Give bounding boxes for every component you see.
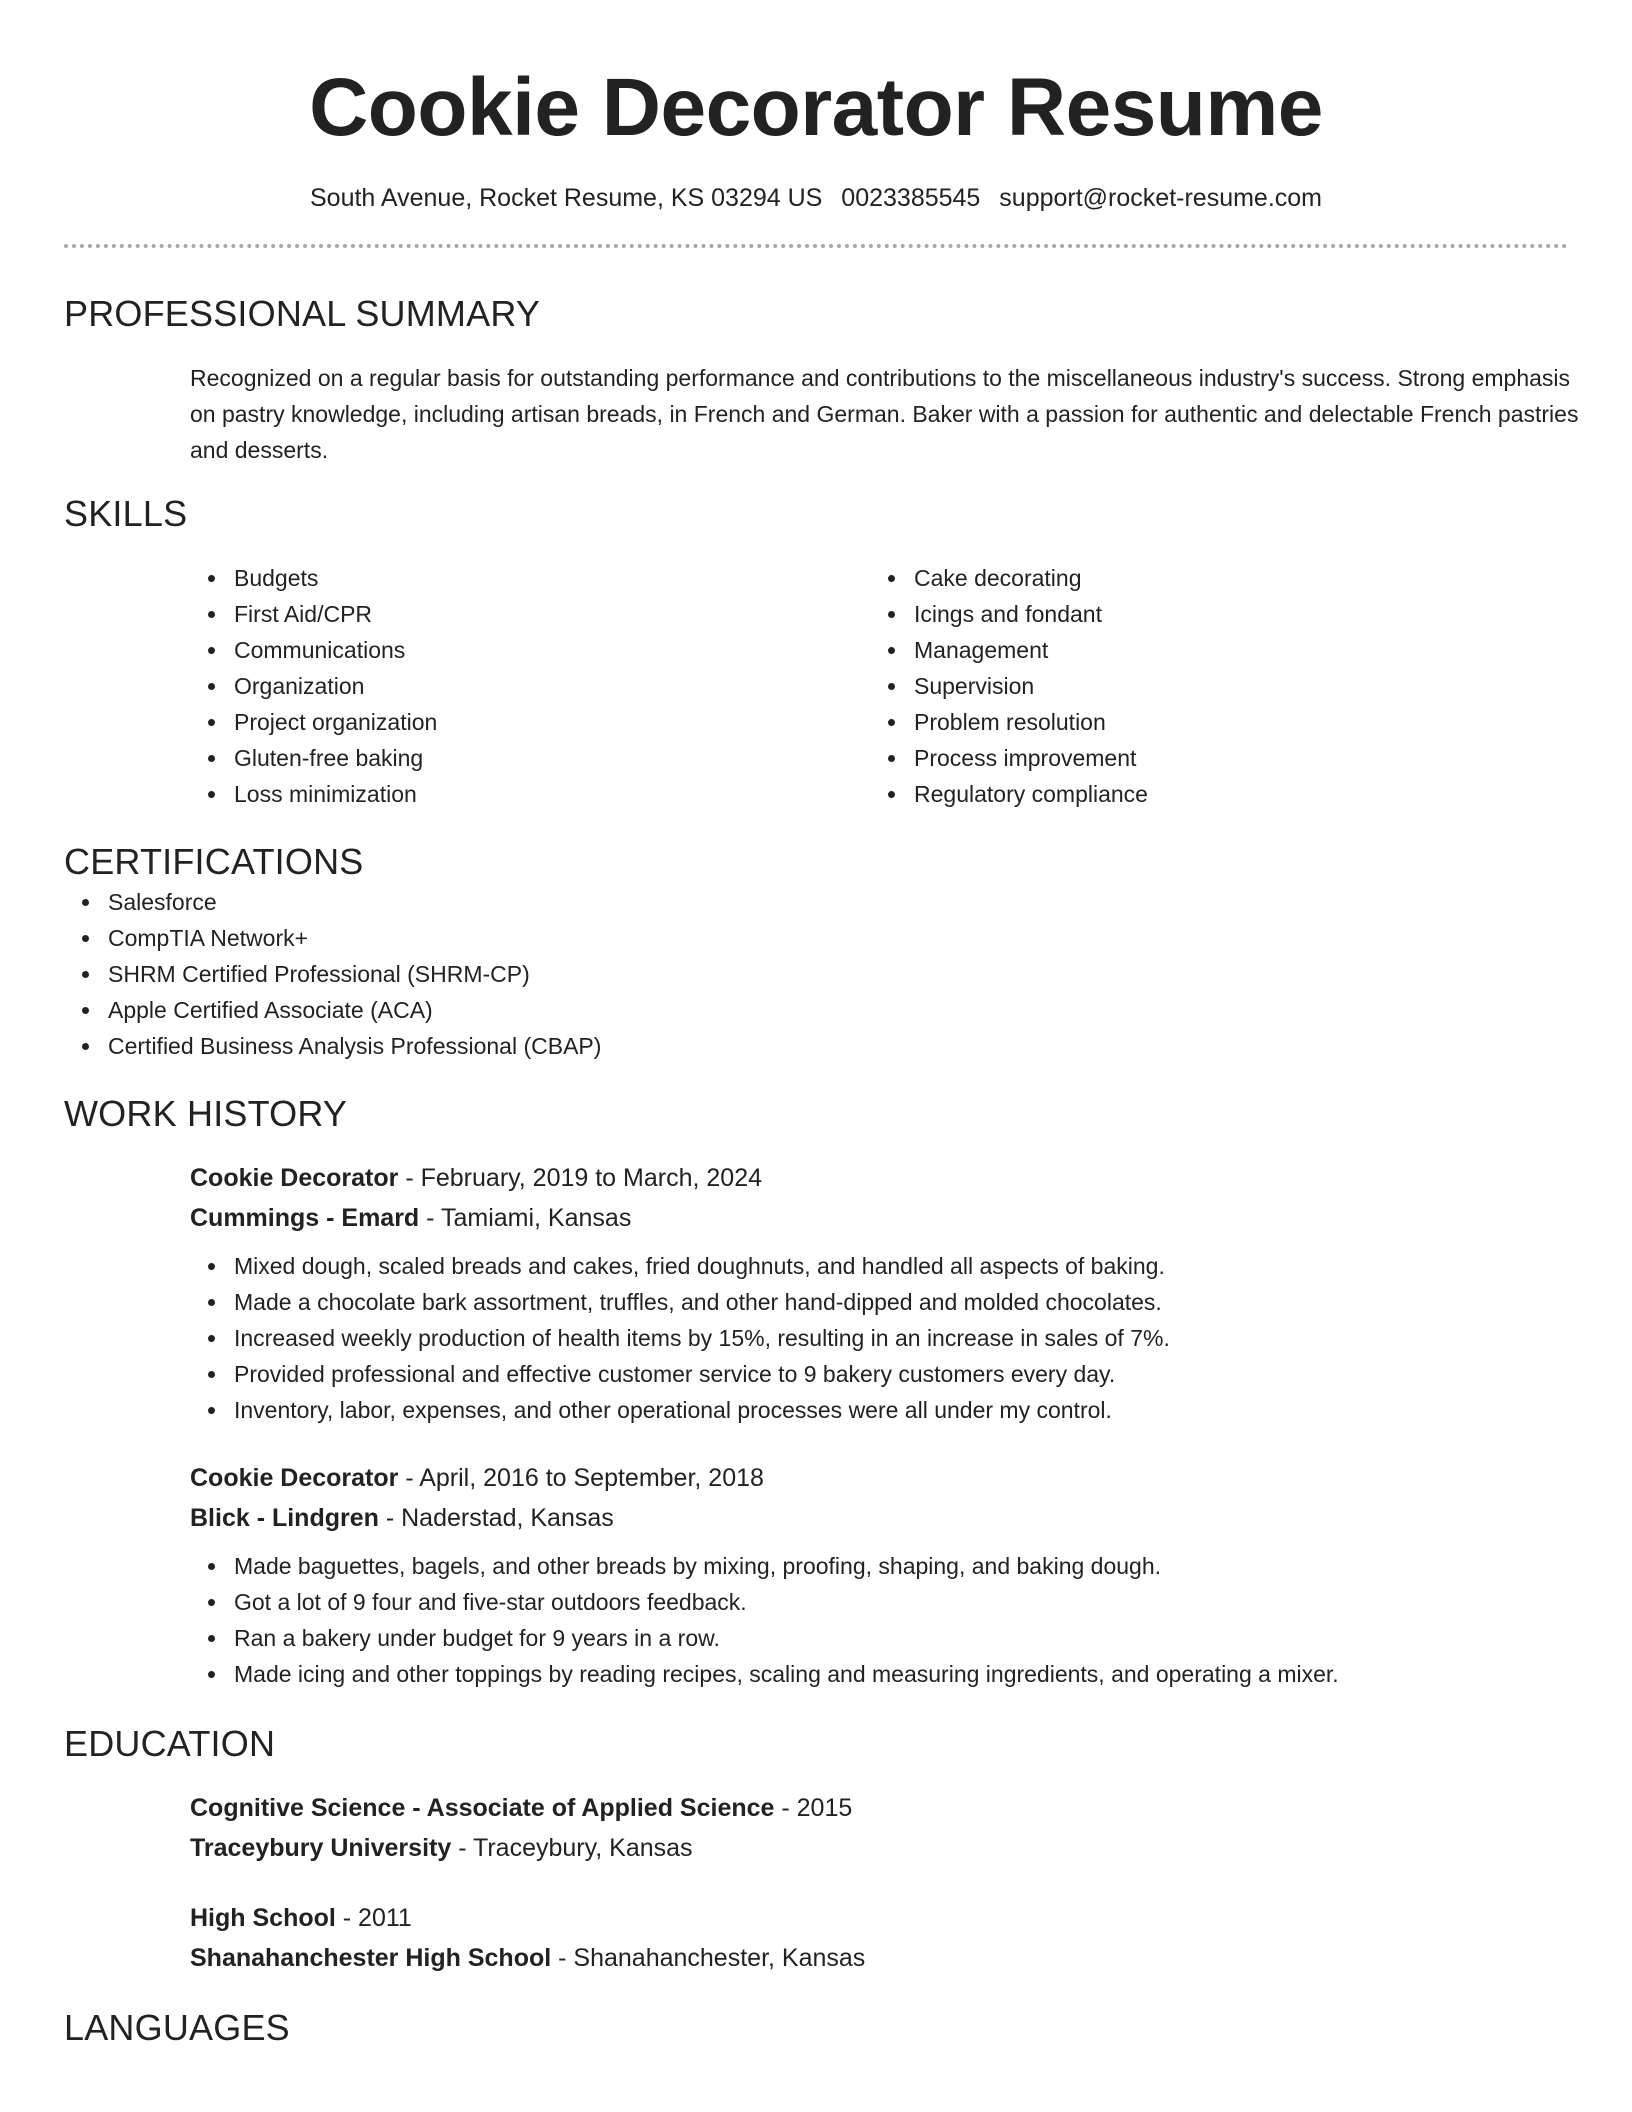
job-location: - Naderstad, Kansas — [378, 1504, 614, 1532]
certification-item: CompTIA Network+ — [64, 920, 1568, 956]
certification-item: Certified Business Analysis Professional (CBAP) — [64, 1028, 1568, 1064]
certification-item: Salesforce — [64, 884, 1568, 920]
skills-grid — [190, 560, 1568, 812]
skills-list-left — [190, 560, 870, 812]
skill-item: Gluten-free baking — [190, 740, 870, 776]
skill-item: Supervision — [870, 668, 1550, 704]
job-bullets — [190, 1248, 1568, 1428]
job-company-line — [190, 1498, 1568, 1538]
skills-list-right — [870, 560, 1550, 812]
skills-heading: SKILLS — [64, 493, 188, 534]
education-year: - 2015 — [774, 1794, 853, 1822]
education-degree: High School — [190, 1904, 336, 1932]
job-bullet: Ran a bakery under budget for 9 years in a row. — [190, 1620, 1568, 1656]
certifications-list — [64, 884, 1568, 1064]
contact-line — [64, 182, 1568, 214]
education-school-line — [190, 1828, 1568, 1868]
education-entry — [190, 1898, 1568, 1978]
certifications-section — [64, 840, 1568, 1064]
skill-item: Cake decorating — [870, 560, 1550, 596]
job-role: Cookie Decorator — [190, 1164, 399, 1192]
education-entry — [190, 1788, 1568, 1868]
job-dates: - February, 2019 to March, 2024 — [398, 1164, 763, 1192]
job-bullet: Made baguettes, bagels, and other breads by mixing, proofing, shaping, and baking dough. — [190, 1548, 1568, 1584]
job-company: Cummings - Emard — [190, 1204, 420, 1232]
summary-heading: PROFESSIONAL SUMMARY — [64, 293, 541, 334]
education-location: - Shanahanchester, Kansas — [551, 1944, 866, 1972]
languages-heading: LANGUAGES — [64, 2007, 290, 2048]
contact-email: support@rocket-resume.com — [999, 184, 1323, 212]
job-bullet: Provided professional and effective customer service to 9 bakery customers every day. — [190, 1356, 1568, 1392]
education-school: Shanahanchester High School — [190, 1944, 552, 1972]
summary-section — [64, 292, 1579, 468]
contact-phone: 0023385545 — [841, 184, 981, 212]
skill-item: Management — [870, 632, 1550, 668]
languages-section — [64, 2006, 1568, 2050]
education-school: Traceybury University — [190, 1834, 452, 1862]
skill-item: Process improvement — [870, 740, 1550, 776]
education-section — [64, 1722, 1568, 1978]
education-location: - Traceybury, Kansas — [451, 1834, 693, 1862]
job-bullet: Made icing and other toppings by reading recipes, scaling and measuring ingredients, and operating a mixer. — [190, 1656, 1568, 1692]
education-year: - 2011 — [335, 1904, 412, 1932]
certification-item: SHRM Certified Professional (SHRM-CP) — [64, 956, 1568, 992]
job-bullet: Got a lot of 9 four and five-star outdoors feedback. — [190, 1584, 1568, 1620]
work-history-heading: WORK HISTORY — [64, 1093, 348, 1134]
skill-item: Regulatory compliance — [870, 776, 1550, 812]
header-divider — [64, 244, 1568, 248]
job-role: Cookie Decorator — [190, 1464, 399, 1492]
job-title-line — [190, 1458, 1568, 1498]
contact-address: South Avenue, Rocket Resume, KS 03294 US — [309, 184, 823, 212]
job-entry — [190, 1158, 1568, 1428]
certifications-heading: CERTIFICATIONS — [64, 841, 364, 882]
skill-item: Budgets — [190, 560, 870, 596]
education-heading: EDUCATION — [64, 1723, 276, 1764]
education-degree-line — [190, 1788, 1568, 1828]
skill-item: Problem resolution — [870, 704, 1550, 740]
work-history-section — [64, 1092, 1568, 1692]
job-bullet: Increased weekly production of health items by 15%, resulting in an increase in sales of 7%. — [190, 1320, 1568, 1356]
education-school-line — [190, 1938, 1568, 1978]
job-bullet: Mixed dough, scaled breads and cakes, fried doughnuts, and handled all aspects of baking. — [190, 1248, 1568, 1284]
skill-item: Icings and fondant — [870, 596, 1550, 632]
skill-item: Organization — [190, 668, 870, 704]
job-company: Blick - Lindgren — [190, 1504, 379, 1532]
skill-item: Loss minimization — [190, 776, 870, 812]
skills-section — [64, 492, 1568, 812]
resume-title: Cookie Decorator Resume — [309, 62, 1323, 153]
job-bullets — [190, 1548, 1568, 1692]
skill-item: First Aid/CPR — [190, 596, 870, 632]
skill-item: Project organization — [190, 704, 870, 740]
job-location: - Tamiami, Kansas — [419, 1204, 632, 1232]
job-dates: - April, 2016 to September, 2018 — [398, 1464, 764, 1492]
job-company-line — [190, 1198, 1568, 1238]
job-bullet: Inventory, labor, expenses, and other operational processes were all under my control. — [190, 1392, 1568, 1428]
education-degree-line — [190, 1898, 1568, 1938]
summary-text: Recognized on a regular basis for outstanding performance and contributions to the miscellaneous industry's success. Strong emphasis on pastry knowledge, including artisan breads, in French and German. Baker with a passion for authentic and delectable French pastries and desserts. — [190, 365, 1579, 463]
certification-item: Apple Certified Associate (ACA) — [64, 992, 1568, 1028]
education-degree: Cognitive Science - Associate of Applied Science — [190, 1794, 775, 1822]
job-entry — [190, 1458, 1568, 1692]
skill-item: Communications — [190, 632, 870, 668]
job-bullet: Made a chocolate bark assortment, truffles, and other hand-dipped and molded chocolates. — [190, 1284, 1568, 1320]
job-title-line — [190, 1158, 1568, 1198]
